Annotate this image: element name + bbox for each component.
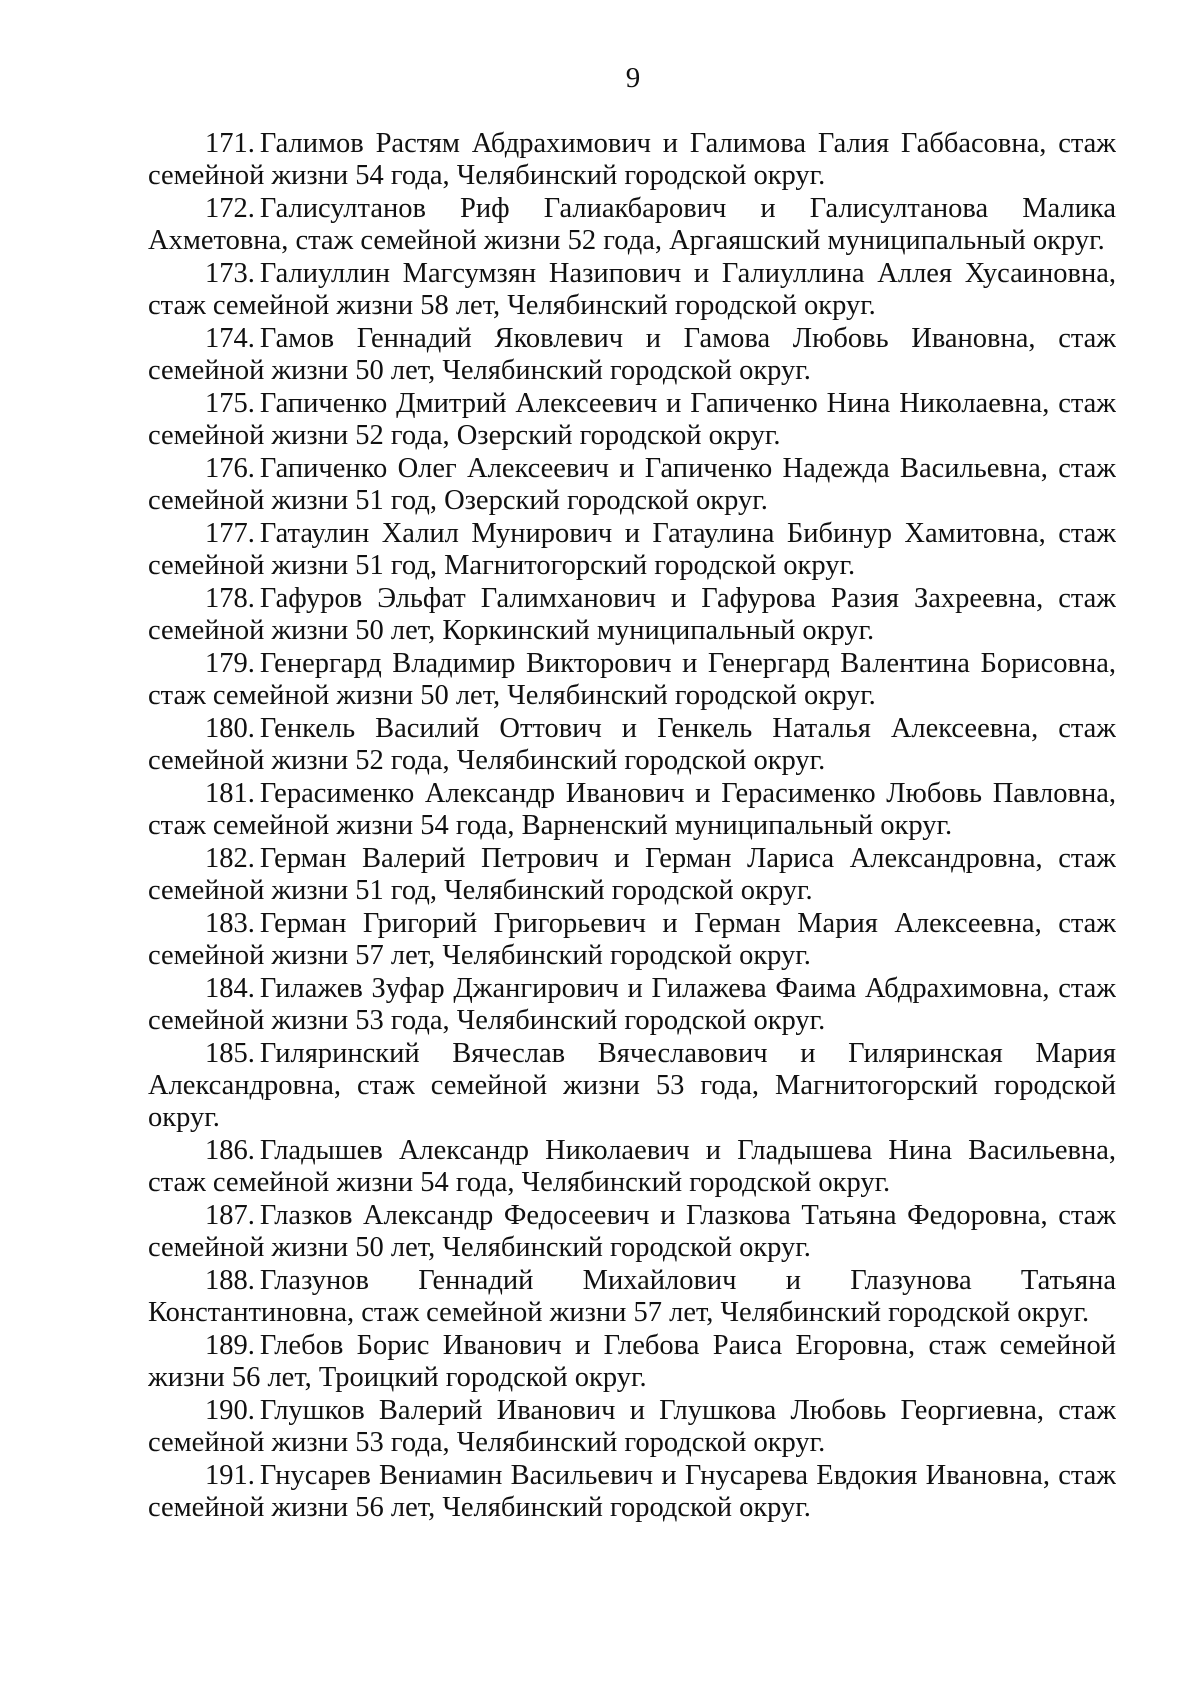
- list-item: [148, 1135, 1116, 1200]
- list-item-text: Гнусарев Вениамин Васильевич и Гнусарева Евдокия Ивановна, стаж семейной жизни 56 лет, Челябинский городской округ.: [148, 1460, 1116, 1523]
- list-item-text: Глазков Александр Федосеевич и Глазкова Татьяна Федоровна, стаж семейной жизни 50 лет, Челябинский городской округ.: [148, 1200, 1116, 1263]
- list-item: [148, 193, 1116, 258]
- list-item-number: 188.: [205, 1265, 255, 1296]
- list-item-number: 177.: [205, 518, 255, 549]
- list-item: [148, 778, 1116, 843]
- list-item-number: 184.: [205, 973, 255, 1004]
- list-item-text: Гилажев Зуфар Джангирович и Гилажева Фаима Абдрахимовна, стаж семейной жизни 53 года, Челябинский городской округ.: [148, 973, 1116, 1036]
- list-item: [148, 583, 1116, 648]
- list-item-number: 181.: [205, 778, 255, 809]
- list-item: [148, 1265, 1116, 1330]
- list-item-number: 180.: [205, 713, 255, 744]
- list-item-number: 173.: [205, 258, 255, 289]
- list-item: [148, 518, 1116, 583]
- list-item: [148, 388, 1116, 453]
- list-item-text: Глазунов Геннадий Михайлович и Глазунова Татьяна Константиновна, стаж семейной жизни 57 лет, Челябинский городской округ.: [148, 1265, 1116, 1328]
- list-item: [148, 1330, 1116, 1395]
- list-item-text: Галимов Растям Абдрахимович и Галимова Галия Габбасовна, стаж семейной жизни 54 года, Челябинский городской округ.: [148, 128, 1116, 191]
- list-item-number: 182.: [205, 843, 255, 874]
- list-item-text: Герман Григорий Григорьевич и Герман Мария Алексеевна, стаж семейной жизни 57 лет, Челябинский городской округ.: [148, 908, 1116, 971]
- list-item: [148, 1395, 1116, 1460]
- list-item-number: 174.: [205, 323, 255, 354]
- list-item-text: Гиляринский Вячеслав Вячеславович и Гиляринская Мария Александровна, стаж семейной жизни 53 года, Магнитогорский городской округ.: [148, 1038, 1116, 1133]
- list-item-number: 175.: [205, 388, 255, 419]
- list-item-text: Гапиченко Олег Алексеевич и Гапиченко Надежда Васильевна, стаж семейной жизни 51 год, Озерский городской округ.: [148, 453, 1116, 516]
- list-item: [148, 973, 1116, 1038]
- list-item: [148, 1038, 1116, 1135]
- page-number: 9: [625, 62, 641, 94]
- list-item-number: 191.: [205, 1460, 255, 1491]
- list-item-number: 171.: [205, 128, 255, 159]
- list-item: [148, 1460, 1116, 1525]
- list-item-number: 172.: [205, 193, 255, 224]
- list-item-number: 178.: [205, 583, 255, 614]
- list-item: [148, 258, 1116, 323]
- list-item-text: Гатаулин Халил Мунирович и Гатаулина Бибинур Хамитовна, стаж семейной жизни 51 год, Магнитогорский городской округ.: [148, 518, 1116, 581]
- list-item-text: Генергард Владимир Викторович и Генергард Валентина Борисовна, стаж семейной жизни 50 лет, Челябинский городской округ.: [148, 648, 1116, 711]
- list-item-number: 183.: [205, 908, 255, 939]
- list-item-text: Глебов Борис Иванович и Глебова Раиса Егоровна, стаж семейной жизни 56 лет, Троицкий городской округ.: [148, 1330, 1116, 1393]
- list-item-text: Глушков Валерий Иванович и Глушкова Любовь Георгиевна, стаж семейной жизни 53 года, Челябинский городской округ.: [148, 1395, 1116, 1458]
- list-item: [148, 323, 1116, 388]
- list-item: [148, 648, 1116, 713]
- list-item-text: Гафуров Эльфат Галимханович и Гафурова Разия Захреевна, стаж семейной жизни 50 лет, Коркинский муниципальный округ.: [148, 583, 1116, 646]
- list-item-number: 187.: [205, 1200, 255, 1231]
- list-item-text: Гамов Геннадий Яковлевич и Гамова Любовь Ивановна, стаж семейной жизни 50 лет, Челябинский городской округ.: [148, 323, 1116, 386]
- list-item-number: 185.: [205, 1038, 255, 1069]
- list-item-number: 190.: [205, 1395, 255, 1426]
- list-item-text: Герман Валерий Петрович и Герман Лариса Александровна, стаж семейной жизни 51 год, Челябинский городской округ.: [148, 843, 1116, 906]
- list-item-text: Галисултанов Риф Галиакбарович и Галисултанова Малика Ахметовна, стаж семейной жизни 52 года, Аргаяшский муниципальный округ.: [148, 193, 1116, 256]
- list-item-text: Генкель Василий Оттович и Генкель Наталья Алексеевна, стаж семейной жизни 52 года, Челябинский городской округ.: [148, 713, 1116, 776]
- list-item-number: 176.: [205, 453, 255, 484]
- list-item-number: 179.: [205, 648, 255, 679]
- list-item-number: 189.: [205, 1330, 255, 1361]
- list-item: [148, 1200, 1116, 1265]
- list-item-number: 186.: [205, 1135, 255, 1166]
- list-item-text: Гладышев Александр Николаевич и Гладышева Нина Васильевна, стаж семейной жизни 54 года, Челябинский городской округ.: [148, 1135, 1116, 1198]
- list-item: [148, 453, 1116, 518]
- list-item: [148, 128, 1116, 193]
- list-item: [148, 843, 1116, 908]
- entry-list: [148, 128, 1116, 1525]
- list-item-text: Гапиченко Дмитрий Алексеевич и Гапиченко Нина Николаевна, стаж семейной жизни 52 года, Озерский городской округ.: [148, 388, 1116, 451]
- list-item-text: Галиуллин Магсумзян Назипович и Галиуллина Аллея Хусаиновна, стаж семейной жизни 58 лет, Челябинский городской округ.: [148, 258, 1116, 321]
- list-item-text: Герасименко Александр Иванович и Герасименко Любовь Павловна, стаж семейной жизни 54 года, Варненский муниципальный округ.: [148, 778, 1116, 841]
- list-item: [148, 908, 1116, 973]
- list-item: [148, 713, 1116, 778]
